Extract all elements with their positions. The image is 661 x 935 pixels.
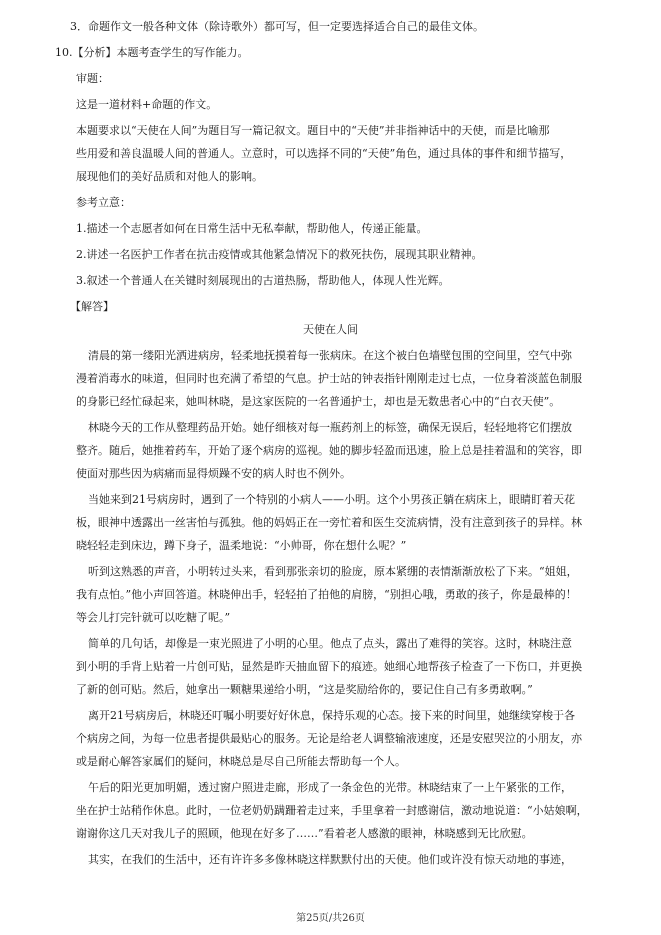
page-number: 第25页/共26页 — [296, 913, 365, 924]
essay-p2-line-2: 整齐。随后，她推着药车，开始了逐个病房的巡视。她的脚步轻盈而迅速，脸上总是挂着温和的笑容，即 — [76, 444, 582, 457]
essay-p7-line-2: 坐在护士站稍作休息。此时，一位老奶奶蹒跚着走过来，手里拿着一封感谢信，激动地说道：“小姑娘啊， — [76, 804, 588, 817]
requirement-line-2: 些用爱和善良温暖人间的普通人。立意时，可以选择不同的“天使”角色，通过具体的事件和细节描写， — [76, 147, 572, 160]
idea-3: 3.叙述一个普通人在关键时刻展现出的古道热肠，帮助他人，体现人性光辉。 — [76, 274, 450, 287]
essay-p5-line-3: 了新的创可贴。然后，她拿出一颗糖果递给小明，“这是奖励给你的，要记住自己有多勇敢啊。” — [76, 683, 533, 696]
review-text: 这是一道材料+命题的作文。 — [76, 98, 218, 111]
essay-p7-line-1: 午后的阳光更加明媚，透过窗户照进走廊，形成了一条金色的光带。林晓结束了一上午紧张的工作， — [88, 781, 572, 794]
essay-p4-line-2: 我有点怕。”他小声回答道。林晓伸出手，轻轻拍了拍他的肩膀，“别担心哦，勇敢的孩子，你是最棒的！ — [76, 588, 577, 601]
essay-p3-line-1: 当她来到21号病房时，遇到了一个特别的小病人——小明。这个小男孩正躺在病床上，眼睛盯着天花 — [88, 493, 575, 506]
essay-p3-line-2: 板，眼神中透露出一丝害怕与孤独。他的妈妈正在一旁忙着和医生交流病情，没有注意到孩子的异样。林 — [76, 516, 582, 529]
essay-p6-line-1: 离开21号病房后，林晓还叮嘱小明要好好休息，保持乐观的心态。接下来的时间里，她继续穿梭于各 — [88, 709, 575, 722]
review-label: 审题： — [76, 72, 109, 85]
essay-p5-line-2: 到小明的手背上贴着一片创可贴，显然是昨天抽血留下的痕迹。她细心地帮孩子检查了一下伤口，并更换 — [76, 660, 582, 673]
essay-p6-line-3: 或是耐心解答家属们的疑问，林晓总是尽自己所能去帮助每一个人。 — [76, 755, 406, 768]
essay-p1-line-1: 清晨的第一缕阳光洒进病房，轻柔地抚摸着每一张病床。在这个被白色墙壁包围的空间里，空气中弥 — [88, 349, 572, 362]
essay-p8-line-1: 其实，在我们的生活中，还有许许多多像林晓这样默默付出的天使。他们或许没有惊天动地的事迹， — [88, 853, 572, 866]
essay-p4-line-3: 等会儿打完针就可以吃糖了呢。” — [76, 611, 231, 624]
essay-p3-line-3: 晓轻轻走到床边，蹲下身子，温柔地说：“小帅哥，你在想什么呢？” — [76, 539, 407, 552]
requirement-line-1: 本题要求以“天使在人间”为题目写一篇记叙文。题目中的“天使”并非指神话中的天使，而是比喻那 — [76, 124, 550, 137]
essay-p5-line-1: 简单的几句话，却像是一束光照进了小明的心里。他点了点头，露出了难得的笑容。这时，林晓注意 — [88, 637, 572, 650]
analysis-heading: 10.【分析】本题考查学生的写作能力。 — [55, 46, 249, 59]
essay-title: 天使在人间 — [303, 323, 358, 336]
essay-p7-line-3: 谢谢你这几天对我儿子的照顾，他现在好多了……”看着老人感激的眼神，林晓感到无比欣慰。 — [76, 827, 533, 840]
essay-p1-line-3: 的身影已经忙碌起来，她叫林晓，是这家医院的一名普通护士，却也是无数患者心中的“白衣天使”。 — [76, 395, 561, 408]
essay-p1-line-2: 漫着消毒水的味道，但同时也充满了希望的气息。护士站的钟表指针刚刚走过七点，一位身着淡蓝色制服 — [76, 372, 582, 385]
essay-p2-line-3: 使面对那些因为病痛而显得烦躁不安的病人时也不例外。 — [76, 467, 351, 480]
idea-label: 参考立意： — [76, 196, 131, 209]
idea-2: 2.讲述一名医护工作者在抗击疫情或其他紧急情况下的救死扶伤，展现其职业精神。 — [76, 248, 483, 261]
essay-p4-line-1: 听到这熟悉的声音，小明转过头来，看到那张亲切的脸庞，原本紧绷的表情渐渐放松了下来。“姐姐， — [88, 565, 578, 578]
essay-p2-line-1: 林晓今天的工作从整理药品开始。她仔细核对每一瓶药剂上的标签，确保无误后，轻轻地将它们摆放 — [88, 421, 572, 434]
essay-p6-line-2: 个病房之间，为每一位患者提供最贴心的服务。无论是给老人调整输液速度，还是安慰哭泣的小朋友，亦 — [76, 732, 582, 745]
rule-item-3: 3．命题作文一般各种文体（除诗歌外）都可写，但一定要选择适合自己的最佳文体。 — [70, 20, 484, 33]
answer-heading: 【解答】 — [70, 300, 114, 313]
idea-1: 1.描述一个志愿者如何在日常生活中无私奉献，帮助他人，传递正能量。 — [76, 222, 428, 235]
requirement-line-3: 展现他们的美好品质和对他人的影响。 — [76, 170, 263, 183]
